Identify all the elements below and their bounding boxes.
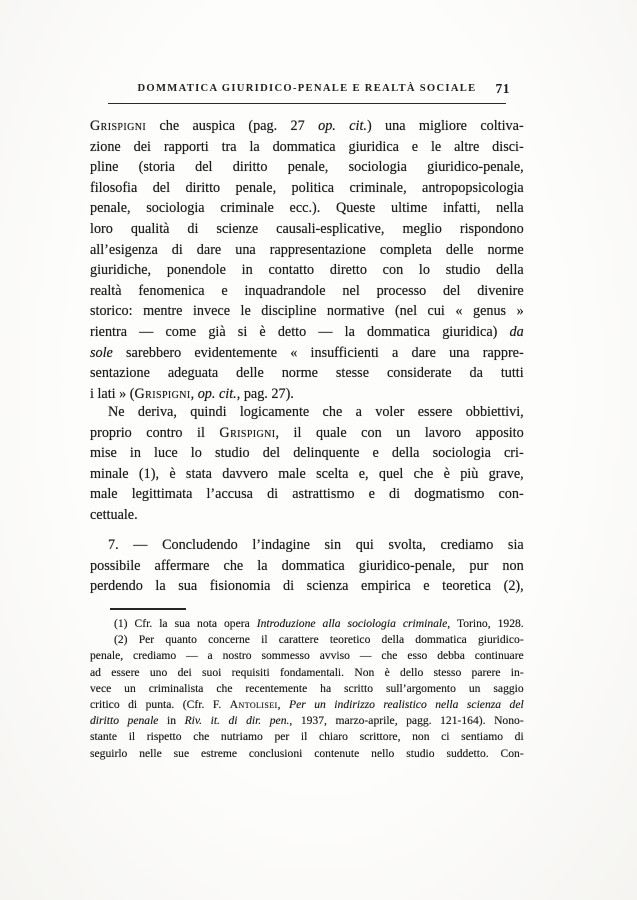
paragraph-1 bbox=[90, 116, 524, 404]
plain-text: ) una migliore coltiva- bbox=[366, 118, 524, 134]
text-line bbox=[90, 363, 524, 384]
text-line bbox=[90, 198, 524, 219]
text-line bbox=[90, 137, 524, 158]
plain-text: minale (1), è stata davvero male scelta e, quel che è più grave, bbox=[90, 465, 524, 482]
plain-text: rientra — come già si è detto — la dommatica giuridica) bbox=[90, 323, 510, 340]
plain-text: filosofia del diritto penale, politica criminale, antropopsicologia bbox=[90, 179, 524, 196]
text-line bbox=[90, 729, 524, 745]
plain-text: male legittimata l’accusa di astrattismo e di dogmatismo con- bbox=[90, 486, 524, 503]
smallcaps-text: Grispigni bbox=[90, 118, 147, 134]
plain-text: (1) Cfr. la sua nota opera bbox=[114, 617, 257, 630]
footnote-rule bbox=[110, 608, 186, 610]
text-line bbox=[90, 681, 524, 697]
text-line bbox=[90, 116, 524, 137]
text-line bbox=[90, 746, 524, 762]
plain-text: realtà fenomenica e inquadrandole nel processo del divenire bbox=[90, 282, 524, 299]
plain-text: (2) Per quanto concerne il carattere teoretico della dommatica giuridico- bbox=[114, 633, 524, 647]
plain-text: cettuale. bbox=[90, 506, 138, 523]
plain-text: vece un criminalista che recentemente ha scritto sull’argomento un saggio bbox=[90, 681, 524, 695]
italic-text: op. cit. bbox=[318, 118, 367, 134]
plain-text: giuridiche, ponendole in contatto diretto con lo studio della bbox=[90, 262, 524, 279]
text-line bbox=[90, 402, 524, 423]
plain-text: proprio contro il bbox=[90, 424, 220, 441]
text-line bbox=[90, 464, 524, 485]
italic-text: Riv. it. di dir. pen. bbox=[184, 714, 290, 728]
page-number: 71 bbox=[495, 81, 510, 96]
text-line bbox=[90, 576, 524, 597]
plain-text: , bbox=[277, 698, 289, 712]
plain-text: perdendo la sua fisionomia di scienza empirica e teoretica (2), bbox=[90, 578, 524, 595]
plain-text: all’esigenza di dare una rappresentazione completa delle norme bbox=[90, 241, 524, 258]
plain-text: 7. — Concludendo l’indagine sin qui svolta, crediamo sia bbox=[108, 537, 524, 553]
plain-text: zione dei rapporti tra la dommatica giuridica e le altre disci- bbox=[90, 138, 524, 155]
plain-text: stante il rispetto che nutriamo per il chiaro scrittore, non ci sentiamo di bbox=[90, 730, 524, 744]
text-line bbox=[90, 648, 524, 664]
smallcaps-text: Grispigni bbox=[134, 385, 191, 402]
plain-text: , bbox=[190, 385, 198, 402]
plain-text: loro qualità di scienze causali-esplicative, meglio rispondono bbox=[90, 220, 524, 237]
plain-text: ad essere uno dei suoi requisiti fondamentali. Non è dello stesso parere in- bbox=[90, 665, 524, 679]
plain-text: Ne deriva, quindi logicamente che a voler essere obbiettivi, bbox=[108, 404, 524, 420]
plain-text: penale, crediamo — a nostro sommesso avviso — che esso debba continuare bbox=[90, 649, 524, 663]
italic-text: op. cit. bbox=[197, 385, 237, 402]
plain-text: , Torino, 1928. bbox=[447, 617, 524, 630]
running-title: DOMMATICA GIURIDICO-PENALE E REALTÀ SOCIALE bbox=[137, 83, 477, 94]
text-line bbox=[90, 697, 524, 713]
plain-text: mise in luce lo studio del delinquente e della sociologia cri- bbox=[90, 445, 524, 462]
header-rule bbox=[108, 103, 506, 104]
text-line bbox=[90, 632, 524, 648]
plain-text: in bbox=[158, 714, 185, 728]
plain-text: penale, sociologia criminale ecc.). Queste ultime infatti, nella bbox=[90, 200, 524, 217]
footnotes bbox=[90, 616, 524, 762]
paragraph-3 bbox=[90, 535, 524, 597]
plain-text: , il quale con un lavoro apposito bbox=[275, 424, 524, 441]
plain-text: sarebbero evidentemente « insufficienti a dare una rappre- bbox=[112, 344, 524, 361]
text-line bbox=[90, 322, 524, 343]
text-line bbox=[90, 713, 524, 729]
text-line bbox=[90, 556, 524, 577]
paragraph-2 bbox=[90, 402, 524, 526]
plain-text: storico: mentre invece le discipline normative (nel cui « genus » bbox=[90, 303, 524, 320]
text-line bbox=[90, 423, 524, 444]
text-line bbox=[90, 281, 524, 302]
plain-text: sentazione adeguata delle norme stesse considerate da tutti bbox=[90, 365, 524, 382]
plain-text: che auspica (pag. 27 bbox=[146, 118, 319, 134]
plain-text: seguirlo nelle sue estreme conclusioni contenute nello studio suddetto. Con- bbox=[90, 746, 524, 760]
italic-text: sole bbox=[90, 344, 113, 361]
text-line bbox=[90, 443, 524, 464]
text-line bbox=[90, 505, 524, 526]
text-line bbox=[90, 484, 524, 505]
italic-text: da bbox=[509, 323, 524, 340]
italic-text: diritto penale bbox=[90, 714, 159, 728]
text-line bbox=[90, 301, 524, 322]
text-line bbox=[90, 665, 524, 681]
smallcaps-text: Antolisei bbox=[229, 698, 278, 712]
plain-text: possibile affermare che la dommatica giuridico-penale, pur non bbox=[90, 557, 524, 574]
text-line bbox=[90, 219, 524, 240]
smallcaps-text: Grispigni bbox=[219, 424, 276, 441]
text-line bbox=[90, 260, 524, 281]
text-line bbox=[90, 178, 524, 199]
text-line bbox=[90, 535, 524, 556]
plain-text: pline (storia del diritto penale, sociologia giuridico-penale, bbox=[90, 159, 524, 176]
italic-text: Per un indirizzo realistico nella scienza del bbox=[288, 698, 524, 712]
plain-text: critico di punta. (Cfr. F. bbox=[90, 698, 230, 712]
plain-text: , pag. 27). bbox=[236, 385, 294, 402]
plain-text: i lati » ( bbox=[90, 385, 135, 402]
text-line bbox=[90, 240, 524, 261]
page-header bbox=[90, 83, 524, 99]
text-line bbox=[90, 343, 524, 364]
text-line bbox=[90, 157, 524, 178]
italic-text: Introduzione alla sociologia criminale bbox=[256, 617, 448, 630]
plain-text: , 1937, marzo-aprile, pagg. 121-164). Nono- bbox=[289, 714, 524, 728]
text-line bbox=[90, 616, 524, 632]
